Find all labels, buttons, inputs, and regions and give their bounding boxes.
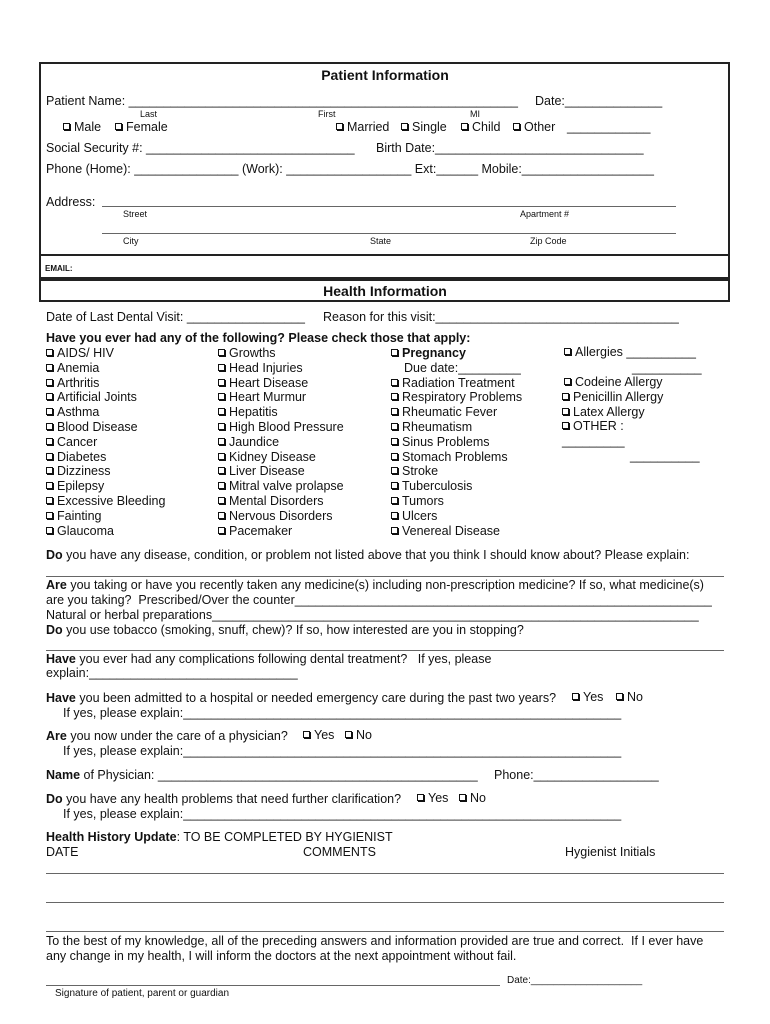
complications-explain-field[interactable]: explain:______________________________ (46, 666, 298, 680)
history-line-2[interactable] (46, 902, 724, 903)
checkbox-icon[interactable] (391, 423, 398, 430)
question-medicine: Are you taking or have you recently taken any medicine(s) including non-prescription medicine? If so, what medicine(s) (46, 578, 704, 592)
checkbox-icon[interactable] (218, 364, 225, 371)
question-tobacco: Do you use tobacco (smoking, snuff, chew)? If so, how interested are you in stopping? (46, 623, 524, 637)
allergies-extra-line[interactable]: __________ (632, 361, 702, 375)
zip-caption: Zip Code (530, 236, 567, 246)
checkbox-icon[interactable] (562, 408, 569, 415)
condition-respiratory-problems[interactable] (391, 390, 522, 404)
condition-cancer[interactable] (46, 435, 97, 449)
condition-diabetes[interactable] (46, 450, 106, 464)
condition-label: Heart Murmur (229, 390, 307, 405)
checkbox-icon[interactable] (391, 438, 398, 445)
condition-label: Head Injuries (229, 360, 303, 375)
state-caption: State (370, 236, 392, 246)
checkbox-icon[interactable] (218, 527, 225, 534)
condition-label: Stroke (402, 464, 439, 479)
other-condition-line-1[interactable]: _________ (562, 434, 625, 448)
condition-mitral-valve-prolapse[interactable] (218, 479, 344, 493)
checkbox-icon[interactable] (46, 512, 53, 519)
condition-label: Heart Disease (229, 375, 309, 390)
answer-line-tobacco[interactable] (46, 650, 724, 651)
checkbox-icon[interactable] (616, 693, 623, 700)
condition-stroke[interactable] (391, 464, 438, 478)
checkbox-icon[interactable] (46, 423, 53, 430)
child-option[interactable]: Child (461, 120, 501, 134)
condition-label: Rheumatic Fever (402, 405, 498, 420)
history-line-3[interactable] (46, 931, 724, 932)
other-status-field[interactable]: ____________ (567, 120, 651, 134)
condition-growths[interactable] (218, 346, 276, 360)
checkbox-icon[interactable] (46, 482, 53, 489)
checkbox-icon[interactable] (46, 393, 53, 400)
condition-label: Rheumatism (402, 420, 473, 434)
other-condition-line-2[interactable]: __________ (630, 449, 700, 463)
address-line-1[interactable] (102, 206, 676, 207)
ssn-field[interactable]: Social Security #: ______________________________ (46, 141, 355, 155)
other-option[interactable]: Other (513, 120, 555, 134)
question-other-disease: Do you have any disease, condition, or problem not listed above that you think I should know about? Please explain: (46, 548, 690, 562)
allergies-option[interactable]: Allergies __________ (564, 345, 696, 359)
clarification-no-option[interactable]: No (459, 791, 486, 805)
checkbox-icon[interactable] (391, 512, 398, 519)
last-visit-field[interactable]: Date of Last Dental Visit: _________________ (46, 310, 305, 324)
condition-label: Jaundice (229, 434, 280, 449)
single-option[interactable]: Single (401, 120, 447, 134)
condition-tuberculosis[interactable] (391, 479, 472, 493)
history-initials-header: Hygienist Initials (565, 845, 656, 859)
checkbox-icon[interactable] (391, 393, 398, 400)
condition-label: Tumors (402, 494, 444, 508)
condition-heart-murmur[interactable] (218, 390, 306, 404)
condition-label: Arthritis (57, 375, 100, 390)
checkbox-icon[interactable] (564, 348, 571, 355)
codeine-option[interactable]: Codeine Allergy (564, 375, 663, 389)
condition-label: Dizziness (57, 464, 111, 479)
reason-field[interactable]: Reason for this visit:___________________________________ (323, 310, 679, 324)
condition-anemia[interactable] (46, 361, 99, 375)
condition-label: Venereal Disease (402, 523, 500, 538)
condition-stomach-problems[interactable] (391, 450, 508, 464)
city-caption: City (123, 236, 139, 246)
condition-label: Asthma (57, 405, 100, 420)
condition-excessive-bleeding[interactable] (46, 494, 165, 508)
checkbox-icon[interactable] (218, 512, 225, 519)
condition-mental-disorders[interactable] (218, 494, 323, 508)
checkbox-icon[interactable] (391, 482, 398, 489)
consent-line-2: any change in my health, I will inform the doctors at the next appointment without fail. (46, 949, 517, 963)
checkbox-icon[interactable] (46, 364, 53, 371)
condition-label: Glaucoma (57, 523, 114, 538)
hospital-yes-option[interactable]: Yes (572, 690, 603, 704)
condition-label: Ulcers (402, 508, 438, 523)
penicillin-option[interactable]: Penicillin Allergy (562, 390, 663, 404)
checkbox-icon[interactable] (572, 693, 579, 700)
physician-name-field[interactable]: Name of Physician: ______________________________________________ (46, 768, 478, 782)
address-label: Address: (46, 195, 96, 209)
checkbox-icon[interactable] (218, 438, 225, 445)
checkbox-icon[interactable] (562, 393, 569, 400)
married-option[interactable]: Married (336, 120, 389, 134)
answer-line-other-disease[interactable] (46, 576, 724, 577)
mi-caption: MI (470, 109, 480, 119)
birth-date-field[interactable]: Birth Date:______________________________ (376, 141, 644, 155)
condition-label: Artificial Joints (57, 390, 137, 405)
condition-aids-hiv[interactable] (46, 346, 114, 360)
question-complications: Have you ever had any complications following dental treatment? If yes, please (46, 652, 492, 666)
condition-label: Mitral valve prolapse (229, 479, 344, 494)
patient-info-title: Patient Information (321, 67, 449, 83)
checkbox-icon[interactable] (391, 453, 398, 460)
condition-label: Radiation Treatment (402, 375, 515, 390)
condition-label: Diabetes (57, 449, 107, 464)
checkbox-icon[interactable] (46, 497, 53, 504)
checkbox-icon[interactable] (513, 123, 520, 130)
checkbox-icon[interactable] (391, 467, 398, 474)
condition-tumors[interactable] (391, 494, 444, 508)
condition-label: Cancer (57, 434, 98, 449)
condition-hepatitis[interactable] (218, 405, 278, 419)
checkbox-icon[interactable] (391, 379, 398, 386)
condition-label: Stomach Problems (402, 449, 508, 464)
condition-arthritis[interactable] (46, 376, 99, 390)
signature-caption: Signature of patient, parent or guardian (55, 988, 230, 999)
condition-label: Sinus Problems (402, 434, 490, 449)
other-condition-option[interactable]: OTHER : (562, 419, 624, 433)
condition-label: Pregnancy (402, 346, 466, 360)
checkbox-icon[interactable] (564, 378, 571, 385)
conditions-question: Have you ever had any of the following? Please check those that apply: (46, 331, 471, 345)
checkbox-icon[interactable] (459, 794, 466, 801)
question-hospital: Have you been admitted to a hospital or needed emergency care during the past two years? (46, 691, 557, 705)
street-caption: Street (123, 209, 148, 219)
condition-epilepsy[interactable] (46, 479, 104, 493)
condition-label: Respiratory Problems (402, 390, 523, 405)
physician-no-option[interactable]: No (345, 728, 372, 742)
condition-artificial-joints[interactable] (46, 390, 137, 404)
physician-explain-field[interactable]: If yes, please explain:_______________________________________________________________ (63, 744, 622, 758)
last-caption: Last (140, 109, 158, 119)
condition-head-injuries[interactable] (218, 361, 303, 375)
checkbox-icon[interactable] (46, 467, 53, 474)
condition-label: Epilepsy (57, 479, 105, 494)
phone-fields[interactable]: Phone (Home): _______________ (Work): __________________ Ext:______ Mobile:___________________ (46, 162, 654, 176)
checkbox-icon[interactable] (46, 408, 53, 415)
signature-date-field[interactable]: Date:____________________ (507, 975, 643, 986)
condition-radiation-treatment[interactable] (391, 376, 515, 390)
checkbox-icon[interactable] (562, 422, 569, 429)
condition-high-blood-pressure[interactable] (218, 420, 344, 434)
checkbox-icon[interactable] (218, 453, 225, 460)
condition-label: Due date:_________ (404, 360, 521, 375)
checkbox-icon[interactable] (391, 408, 398, 415)
checkbox-icon[interactable] (218, 379, 225, 386)
condition-label: Growths (229, 346, 276, 360)
condition-heart-disease[interactable] (218, 376, 308, 390)
checkbox-icon[interactable] (218, 393, 225, 400)
condition-label: Kidney Disease (229, 449, 316, 464)
checkbox-icon[interactable] (46, 527, 53, 534)
checkbox-icon[interactable] (417, 794, 424, 801)
checkbox-icon[interactable] (391, 497, 398, 504)
hospital-explain-field[interactable]: If yes, please explain:_______________________________________________________________ (63, 706, 622, 720)
condition-label: Anemia (57, 360, 100, 375)
medicine-prescribed-field[interactable]: are you taking? Prescribed/Over the counter____________________________________________________________ (46, 593, 712, 607)
latex-option[interactable]: Latex Allergy (562, 405, 645, 419)
condition-liver-disease[interactable] (218, 464, 305, 478)
checkbox-icon[interactable] (391, 527, 398, 534)
condition-kidney-disease[interactable] (218, 450, 316, 464)
clarification-explain-field[interactable]: If yes, please explain:_______________________________________________________________ (63, 807, 622, 821)
patient-name-field[interactable]: Patient Name: ________________________________________________________ (46, 94, 518, 108)
question-clarification: Do you have any health problems that need further clarification? (46, 792, 402, 806)
checkbox-icon[interactable] (46, 349, 53, 356)
first-caption: First (318, 109, 336, 119)
history-line-1[interactable] (46, 873, 724, 874)
checkbox-icon[interactable] (218, 423, 225, 430)
checkbox-icon[interactable] (218, 467, 225, 474)
male-option[interactable]: Male (63, 120, 101, 134)
condition-label: Blood Disease (57, 420, 138, 434)
email-box (39, 254, 730, 279)
condition-rheumatic-fever[interactable] (391, 405, 497, 419)
condition-label: Tuberculosis (402, 479, 473, 494)
checkbox-icon[interactable] (46, 453, 53, 460)
checkbox-icon[interactable] (218, 497, 225, 504)
condition-venereal-disease[interactable] (391, 524, 500, 538)
date-field[interactable]: Date:______________ (535, 94, 663, 108)
medicine-herbal-field[interactable]: Natural or herbal preparations______________________________________________________________________ (46, 608, 699, 622)
condition-label: AIDS/ HIV (57, 346, 114, 360)
condition-label: Mental Disorders (229, 494, 324, 508)
condition-pregnancy[interactable] (391, 346, 466, 360)
condition-asthma[interactable] (46, 405, 99, 419)
condition-due-date[interactable] (404, 361, 521, 375)
hospital-no-option[interactable]: No (616, 690, 643, 704)
email-label[interactable]: EMAIL: (45, 264, 73, 273)
health-info-title: Health Information (323, 283, 447, 299)
condition-label: Liver Disease (229, 464, 305, 479)
checkbox-icon[interactable] (401, 123, 408, 130)
checkbox-icon[interactable] (336, 123, 343, 130)
history-comments-header: COMMENTS (303, 845, 376, 859)
condition-fainting[interactable] (46, 509, 101, 523)
physician-phone-field[interactable]: Phone:__________________ (494, 768, 659, 782)
checkbox-icon[interactable] (46, 438, 53, 445)
condition-label: High Blood Pressure (229, 420, 344, 434)
condition-label: Nervous Disorders (229, 508, 333, 523)
checkbox-icon[interactable] (115, 123, 122, 130)
condition-glaucoma[interactable] (46, 524, 114, 538)
condition-sinus-problems[interactable] (391, 435, 490, 449)
checkbox-icon[interactable] (303, 731, 310, 738)
condition-rheumatism[interactable] (391, 420, 472, 434)
condition-dizziness[interactable] (46, 464, 111, 478)
condition-label: Hepatitis (229, 405, 278, 420)
checkbox-icon[interactable] (391, 349, 398, 356)
condition-ulcers[interactable] (391, 509, 437, 523)
physician-yes-option[interactable]: Yes (303, 728, 334, 742)
condition-pacemaker[interactable] (218, 524, 292, 538)
history-update-title: Health History Update: TO BE COMPLETED BY HYGIENIST (46, 830, 393, 844)
condition-blood-disease[interactable] (46, 420, 138, 434)
condition-label: Excessive Bleeding (57, 494, 166, 508)
checkbox-icon[interactable] (218, 349, 225, 356)
clarification-yes-option[interactable]: Yes (417, 791, 448, 805)
consent-line-1: To the best of my knowledge, all of the preceding answers and information provided are true and correct. If I ever have (46, 934, 704, 948)
address-line-2[interactable] (102, 233, 676, 234)
condition-nervous-disorders[interactable] (218, 509, 333, 523)
checkbox-icon[interactable] (218, 408, 225, 415)
checkbox-icon[interactable] (218, 482, 225, 489)
condition-label: Pacemaker (229, 523, 293, 538)
apartment-caption: Apartment # (520, 209, 570, 219)
checkbox-icon[interactable] (63, 123, 70, 130)
checkbox-icon[interactable] (46, 379, 53, 386)
condition-jaundice[interactable] (218, 435, 279, 449)
female-option[interactable]: Female (115, 120, 168, 134)
history-date-header: DATE (46, 845, 79, 859)
condition-label: Fainting (57, 508, 102, 523)
checkbox-icon[interactable] (345, 731, 352, 738)
checkbox-icon[interactable] (461, 123, 468, 130)
question-physician-care: Are you now under the care of a physician? (46, 729, 288, 743)
signature-line[interactable] (46, 985, 500, 986)
